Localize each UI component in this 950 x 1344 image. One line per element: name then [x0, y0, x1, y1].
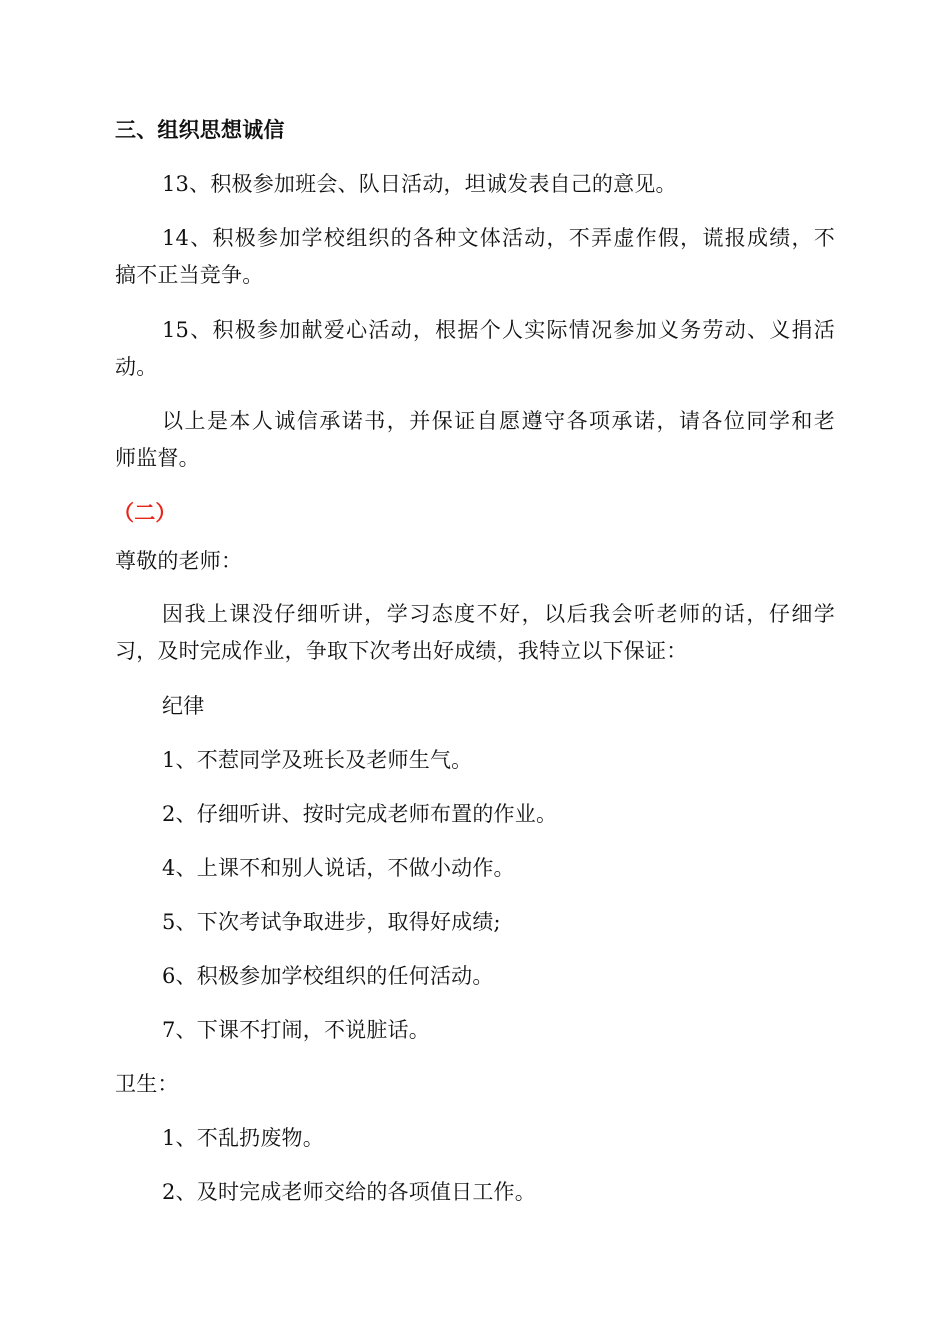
closing-line2: 师监督。: [115, 446, 200, 470]
salutation: 尊敬的老师：: [115, 549, 243, 573]
section-heading: 三、组织思想诚信: [115, 118, 285, 142]
discipline-item-7: 7、下课不打闹，不说脏话。: [162, 1018, 430, 1042]
item-15-line2: 动。: [115, 355, 158, 379]
intro-line2: 习，及时完成作业，争取下次考出好成绩，我特立以下保证：: [115, 639, 688, 663]
hygiene-item-2: 2、及时完成老师交给的各项值日工作。: [162, 1180, 536, 1204]
part-two-label: （二）: [113, 501, 177, 525]
discipline-item-1: 1、不惹同学及班长及老师生气。: [162, 748, 473, 772]
closing-line1: 以上是本人诚信承诺书，并保证自愿遵守各项承诺，请各位同学和老: [162, 409, 835, 433]
discipline-item-2: 2、仔细听讲、按时完成老师布置的作业。: [162, 802, 558, 826]
item-14-line1: 14、积极参加学校组织的各种文体活动，不弄虚作假，谎报成绩，不: [162, 226, 835, 250]
intro-line1: 因我上课没仔细听讲，学习态度不好，以后我会听老师的话，仔细学: [162, 602, 835, 626]
discipline-title: 纪律: [162, 694, 205, 718]
discipline-item-4: 4、上课不和别人说话，不做小动作。: [162, 856, 515, 880]
discipline-item-6: 6、积极参加学校组织的任何活动。: [162, 964, 494, 988]
item-15-line1: 15、积极参加献爱心活动，根据个人实际情况参加义务劳动、义捐活: [162, 318, 835, 342]
hygiene-title: 卫生：: [115, 1072, 179, 1096]
discipline-item-5: 5、下次考试争取进步，取得好成绩;: [162, 910, 501, 934]
item-13: 13、积极参加班会、队日活动，坦诚发表自己的意见。: [162, 172, 677, 196]
item-14-line2: 搞不正当竞争。: [115, 263, 264, 287]
hygiene-item-1: 1、不乱扔废物。: [162, 1126, 324, 1150]
